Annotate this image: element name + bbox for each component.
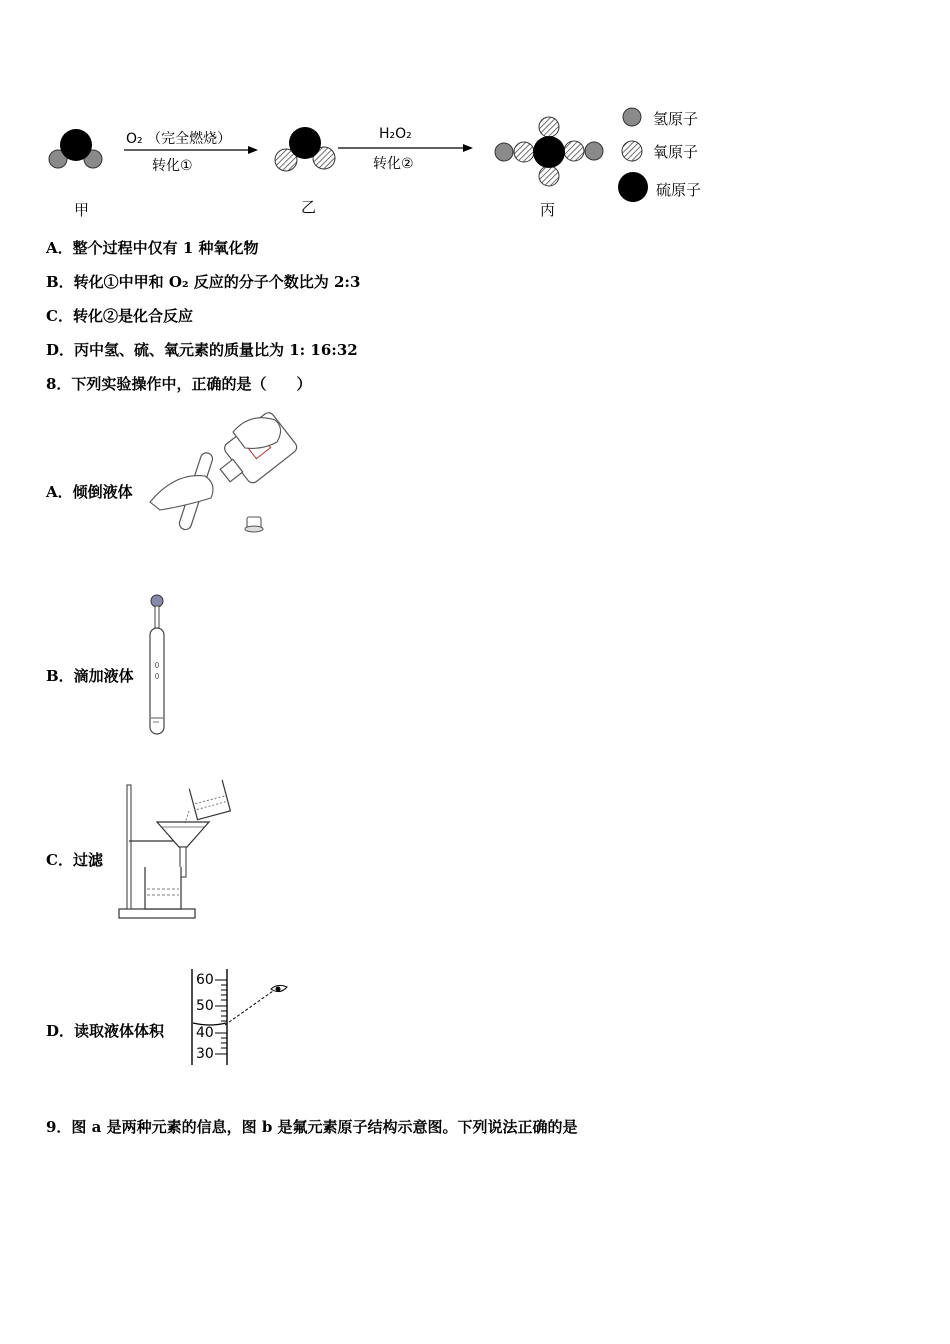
label-jia: 甲: [74, 201, 90, 219]
legend-oxygen-icon: [622, 141, 642, 161]
q8-option-b: B．滴加液体: [46, 667, 134, 685]
label-yi: 乙: [301, 198, 317, 216]
q8-stem: 8．下列实验操作中，正确的是（ ）: [46, 375, 312, 393]
arrow2-label: 转化②: [373, 156, 414, 172]
arrow1-reagent: O₂ （完全燃烧）: [126, 131, 232, 147]
legend-oxygen-label: 氧原子: [653, 143, 699, 161]
legend: [618, 108, 648, 202]
legend-hydrogen-icon: [623, 108, 641, 126]
q7-option-d: D．丙中氢、硫、氧元素的质量比为 1: 16:32: [46, 341, 358, 359]
pour-liquid-illustration: [145, 402, 305, 537]
sulfur-atom: [289, 127, 321, 159]
sulfur-atom: [533, 136, 565, 168]
legend-sulfur-label: 硫原子: [656, 181, 702, 199]
arrow-conversion-2: [338, 144, 473, 152]
filtration-illustration: [115, 775, 240, 925]
q8-option-a: A．倾倒液体: [46, 483, 133, 501]
oxygen-atom: [514, 142, 534, 162]
q8-option-d: D．读取液体体积: [46, 1022, 165, 1040]
dropper-bulb-icon: [151, 595, 163, 607]
q7-option-b: B．转化①中甲和 O₂ 反应的分子个数比为 2:3: [46, 273, 361, 291]
q9-stem: 9．图 a 是两种元素的信息，图 b 是氟元素原子结构示意图。下列说法正确的是: [46, 1118, 578, 1136]
arrow2-reagent: H₂O₂: [379, 126, 412, 142]
q8-option-c: C．过滤: [46, 851, 103, 869]
reaction-diagram: [0, 0, 950, 230]
hydrogen-atom: [585, 142, 603, 160]
oxygen-atom: [539, 166, 559, 186]
q7-option-c: C．转化②是化合反应: [46, 307, 193, 325]
label-bing: 丙: [540, 201, 556, 219]
molecule-yi: [275, 127, 335, 171]
oxygen-atom: [564, 141, 584, 161]
oxygen-atom: [539, 117, 559, 137]
legend-hydrogen-label: 氢原子: [653, 110, 699, 128]
scale-label-30: 30: [196, 1046, 214, 1062]
dropper-illustration: [140, 590, 180, 740]
sulfur-atom: [60, 129, 92, 161]
scale-label-60: 60: [196, 972, 214, 988]
molecule-jia: [49, 129, 102, 168]
scale-label-40: 40: [196, 1025, 214, 1041]
arrow1-label: 转化①: [152, 158, 193, 174]
scale-label-50: 50: [196, 998, 214, 1014]
legend-sulfur-icon: [618, 172, 648, 202]
molecule-bing: [495, 117, 603, 186]
q7-option-a: A．整个过程中仅有 1 种氧化物: [46, 239, 259, 257]
eye-icon: [271, 985, 287, 991]
hydrogen-atom: [495, 143, 513, 161]
